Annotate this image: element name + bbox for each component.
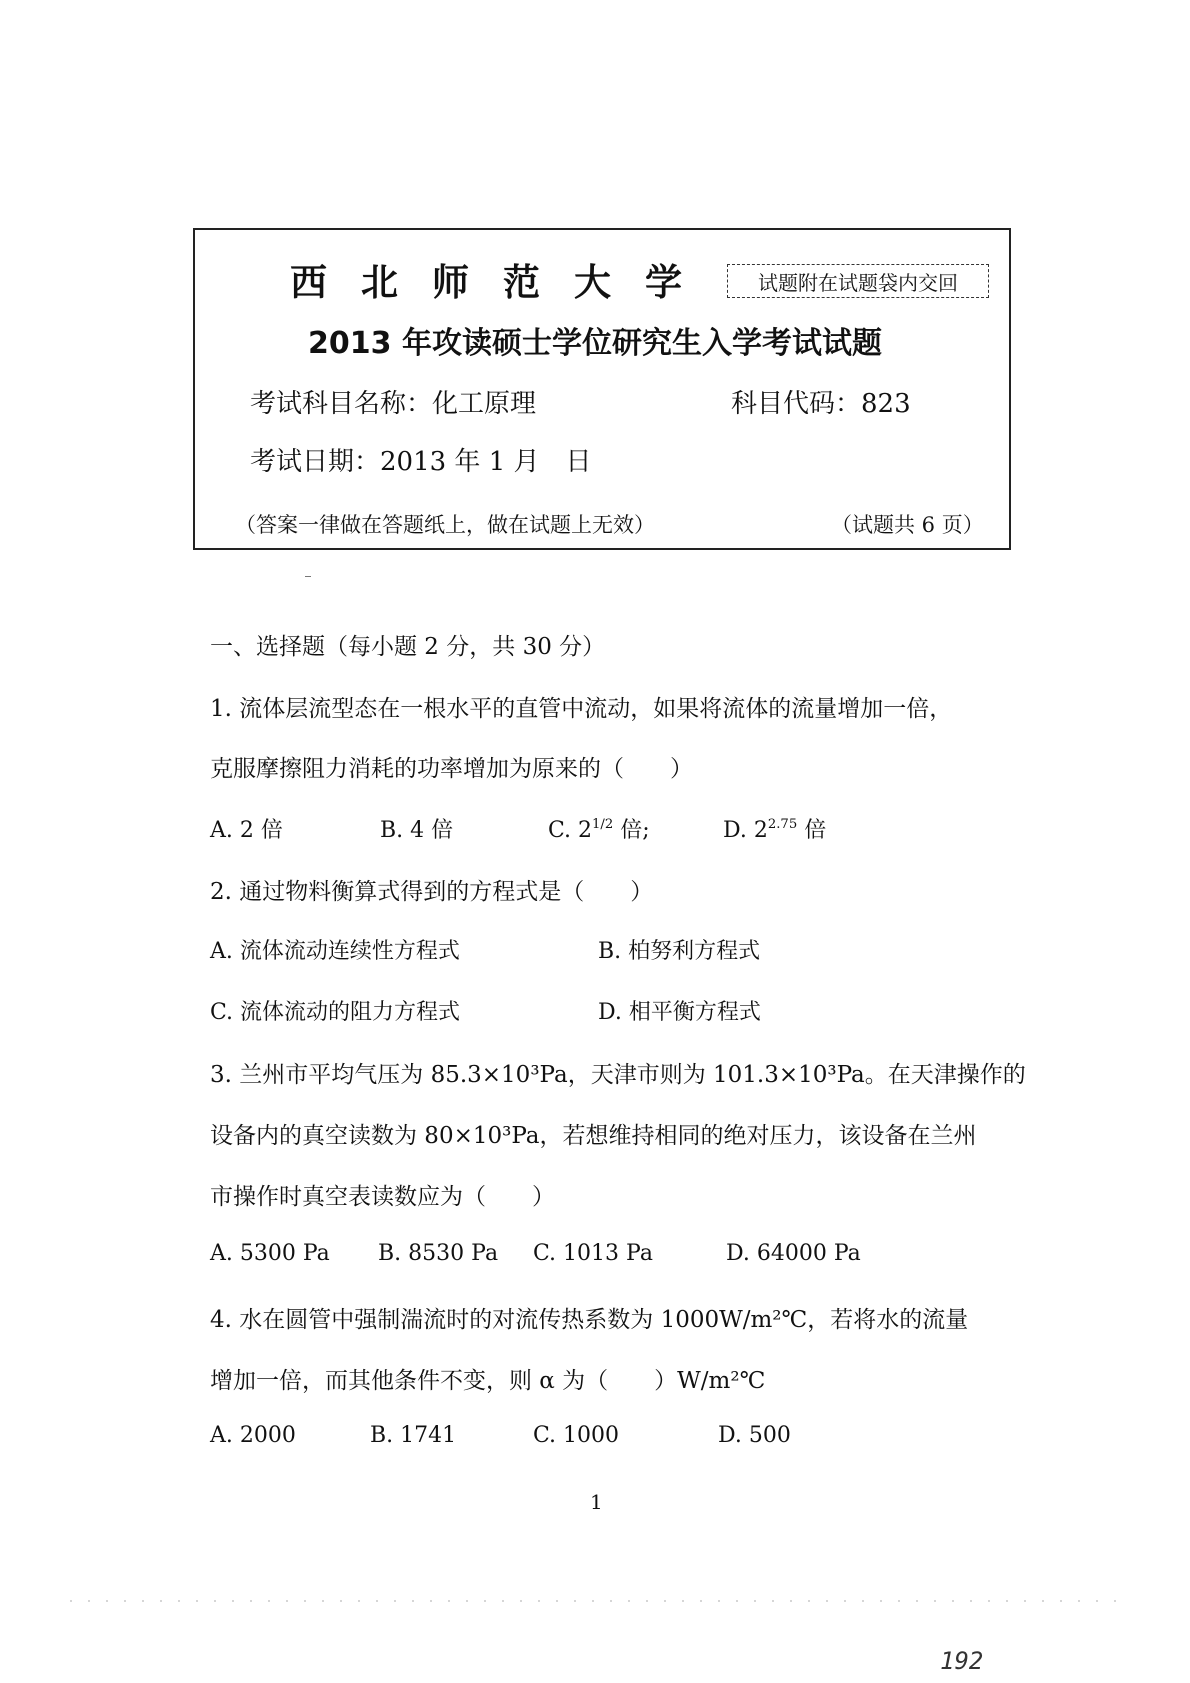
option-c-base: C. 2 bbox=[548, 818, 593, 843]
question-1-option-d bbox=[723, 813, 826, 844]
question-4-line-2: 增加一倍，而其他条件不变，则 α 为（ ）W/m²℃ bbox=[210, 1368, 766, 1394]
question-3-option-d: D. 64000 Pa bbox=[726, 1241, 861, 1266]
subject-name: 考试科目名称：化工原理 bbox=[250, 389, 537, 419]
question-4-option-d: D. 500 bbox=[718, 1423, 791, 1448]
question-2-option-c: C. 流体流动的阻力方程式 bbox=[210, 1000, 461, 1025]
question-2-option-a: A. 流体流动连续性方程式 bbox=[210, 939, 460, 964]
university-name: 西北师范大学 bbox=[290, 261, 716, 304]
return-instruction-stamp: 试题附在试题袋内交回 bbox=[727, 264, 989, 298]
page-number: 1 bbox=[590, 1490, 603, 1514]
question-3-line-3: 市操作时真空表读数应为（ ） bbox=[210, 1184, 555, 1210]
scan-speck bbox=[305, 576, 311, 577]
question-4-line-1: 4. 水在圆管中强制湍流时的对流传热系数为 1000W/m²℃，若将水的流量 bbox=[210, 1307, 969, 1333]
option-d-tail: 倍 bbox=[797, 818, 827, 843]
question-3-option-a: A. 5300 Pa bbox=[210, 1241, 330, 1266]
question-2-option-d: D. 相平衡方程式 bbox=[598, 1000, 761, 1025]
question-1-option-a: A. 2 倍 bbox=[210, 818, 283, 843]
option-d-base: D. 2 bbox=[723, 818, 768, 843]
question-3-option-b: B. 8530 Pa bbox=[378, 1241, 499, 1266]
scan-artifact-dots bbox=[70, 1600, 1120, 1602]
answer-notice: （答案一律做在答题纸上，做在试题上无效） bbox=[235, 513, 655, 537]
exam-date: 考试日期：2013 年 1 月 日 bbox=[250, 447, 592, 477]
handwritten-page-mark: 192 bbox=[940, 1647, 984, 1675]
question-4-option-b: B. 1741 bbox=[370, 1423, 457, 1448]
question-3-line-2: 设备内的真空读数为 80×10³Pa，若想维持相同的绝对压力，该设备在兰州 bbox=[210, 1123, 977, 1149]
question-2-line-1: 2. 通过物料衡算式得到的方程式是（ ） bbox=[210, 879, 654, 905]
question-2-option-b: B. 柏努利方程式 bbox=[598, 939, 761, 964]
question-4-option-c: C. 1000 bbox=[533, 1423, 620, 1448]
section-title: 一、选择题（每小题 2 分，共 30 分） bbox=[210, 634, 606, 660]
option-c-tail: 倍; bbox=[613, 818, 650, 843]
question-4-option-a: A. 2000 bbox=[210, 1423, 296, 1448]
question-1-line-2: 克服摩擦阻力消耗的功率增加为原来的（ ） bbox=[210, 756, 693, 782]
question-1-option-c bbox=[548, 813, 650, 844]
question-3-option-c: C. 1013 Pa bbox=[533, 1241, 653, 1266]
question-3-line-1: 3. 兰州市平均气压为 85.3×10³Pa，天津市则为 101.3×10³Pa。在天津操作的 bbox=[210, 1062, 1026, 1088]
exam-title: 2013 年攻读硕士学位研究生入学考试试题 bbox=[308, 326, 882, 361]
subject-code: 科目代码：823 bbox=[731, 389, 911, 419]
page-count-notice: （试题共 6 页） bbox=[831, 513, 984, 537]
option-c-exponent: 1/2 bbox=[592, 816, 614, 832]
question-1-line-1: 1. 流体层流型态在一根水平的直管中流动，如果将流体的流量增加一倍， bbox=[210, 696, 953, 722]
question-1-option-b: B. 4 倍 bbox=[380, 818, 454, 843]
option-d-exponent: 2.75 bbox=[767, 816, 798, 832]
